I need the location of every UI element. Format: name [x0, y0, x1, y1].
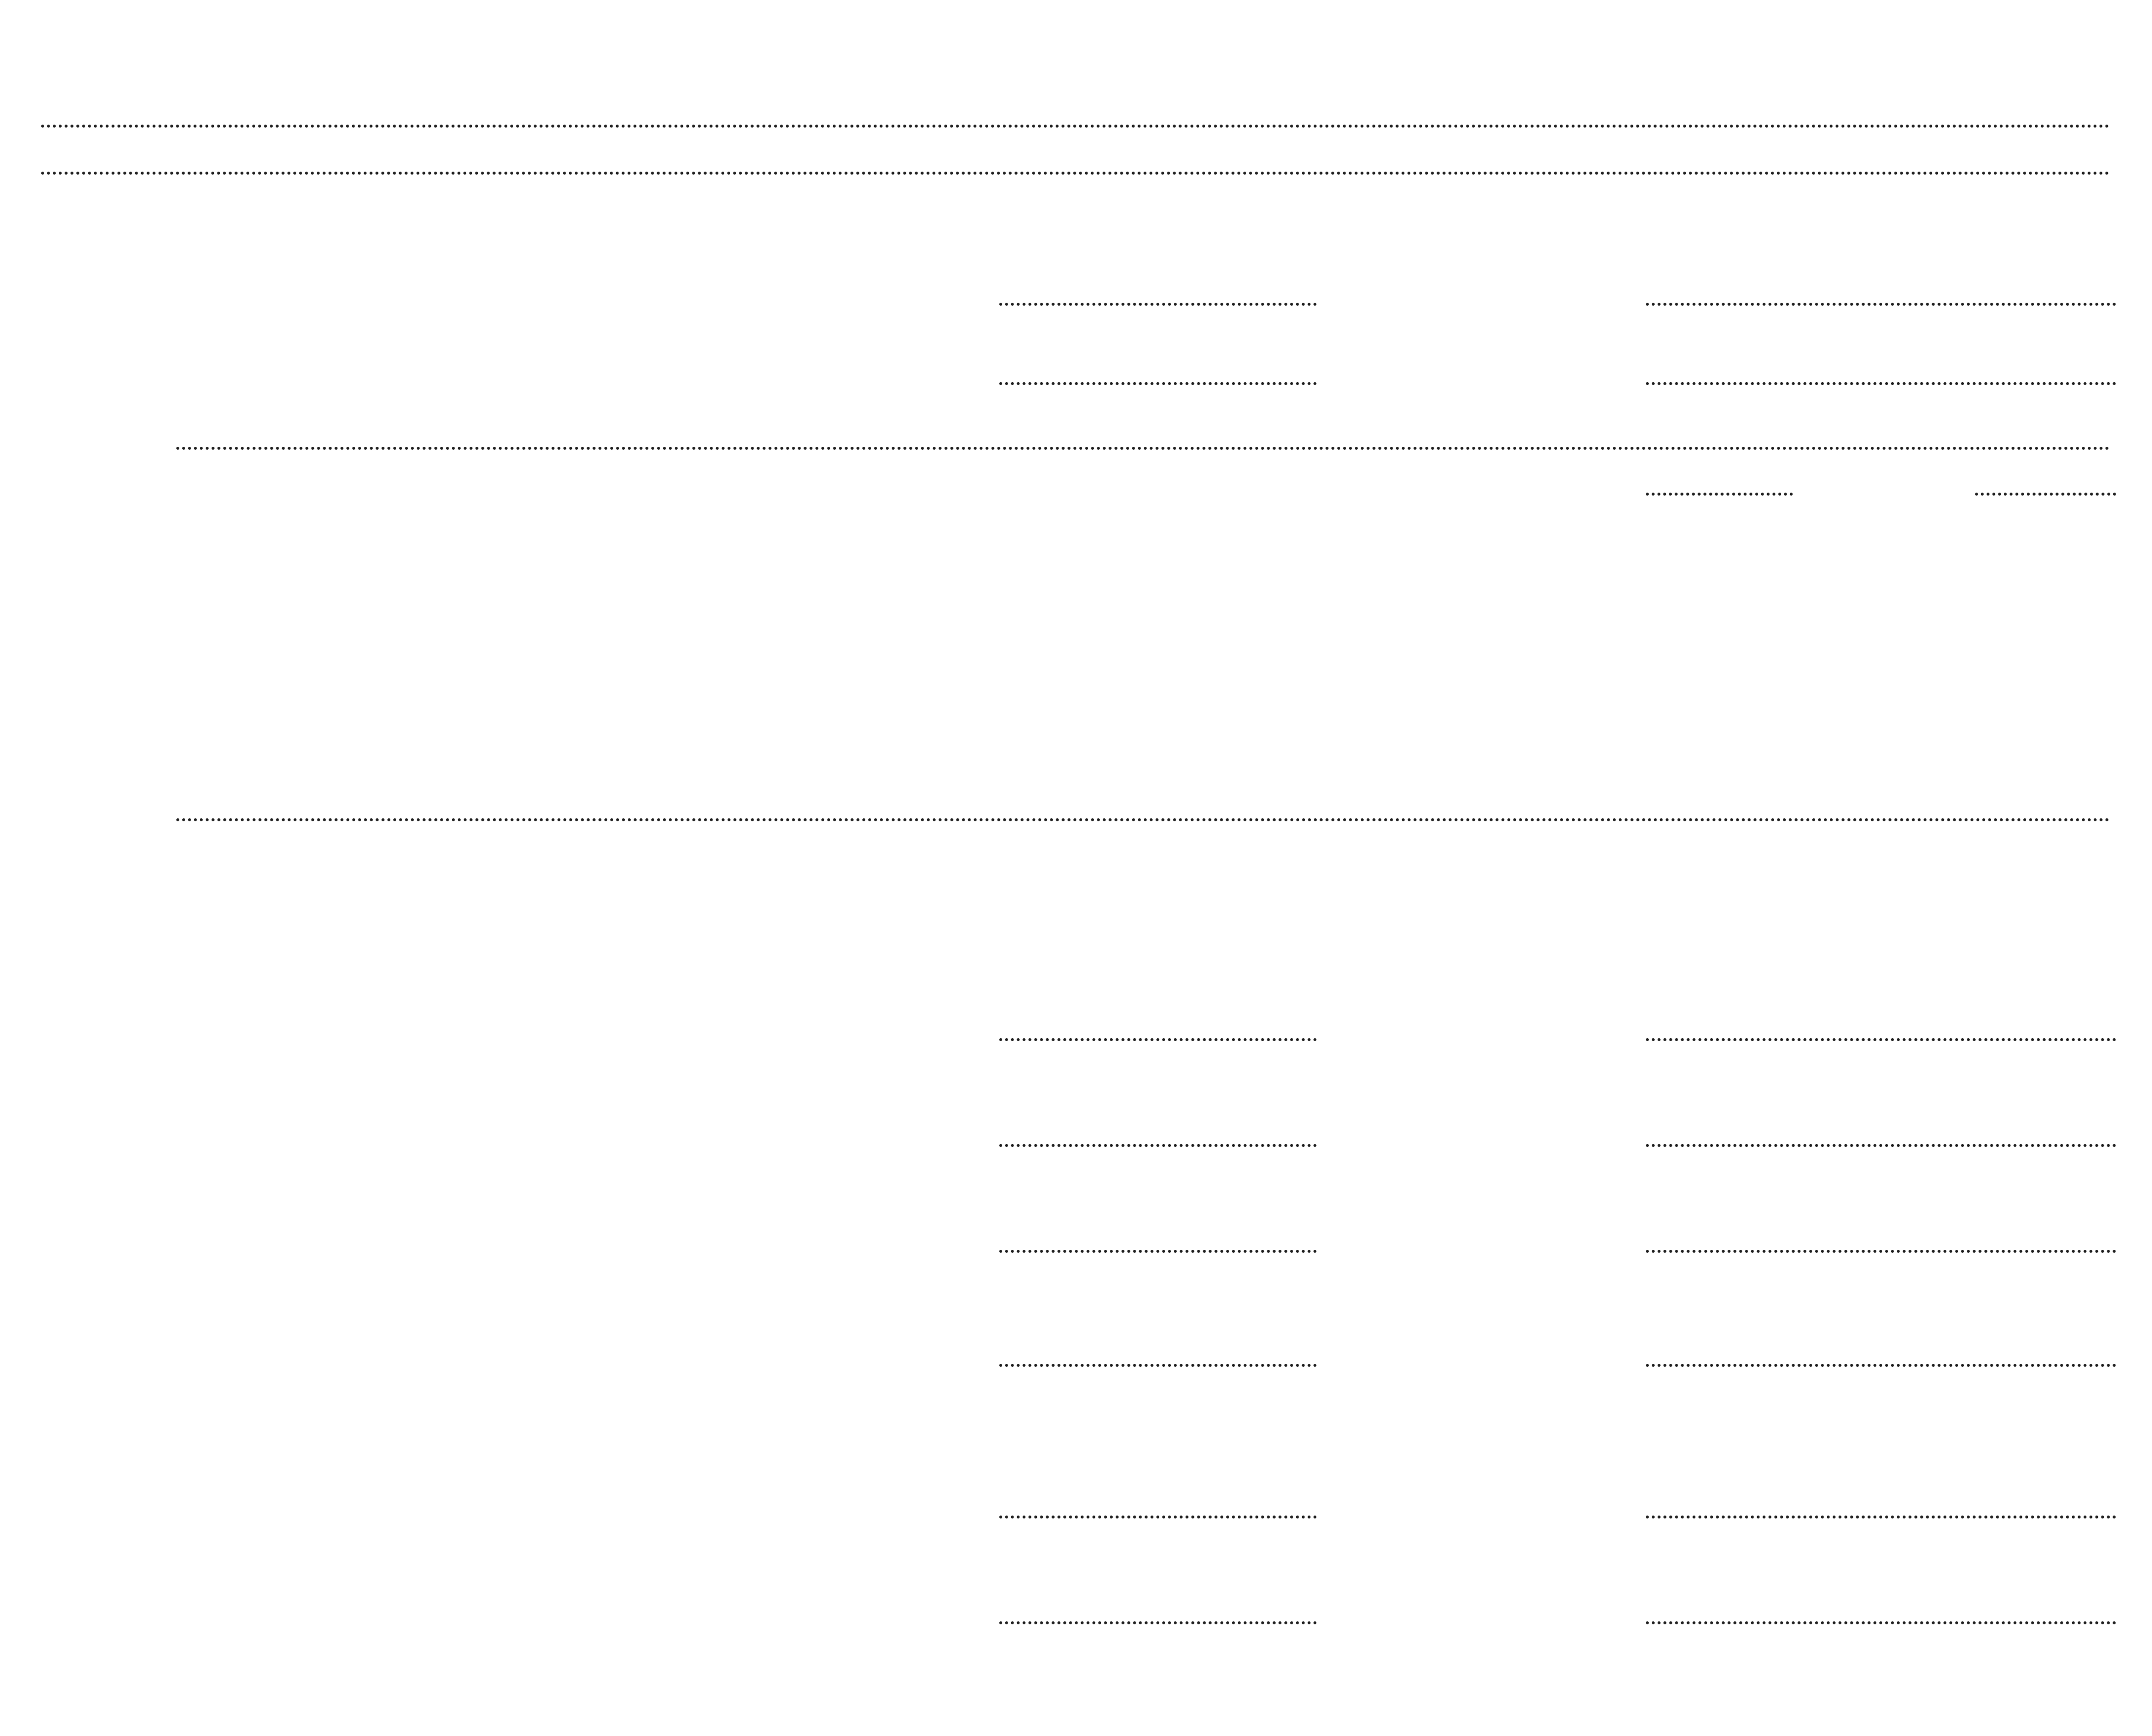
sub-dash-line: [1646, 493, 1793, 496]
sub-dash-line: [1646, 382, 2116, 385]
sub-dash-line: [999, 1621, 1317, 1624]
section-total-rule: [176, 447, 2110, 450]
sub-dash-line: [1646, 1144, 2116, 1147]
sub-dash-line: [999, 1516, 1317, 1518]
sub-dash-line: [1975, 493, 2116, 496]
sub-dash-line: [999, 303, 1317, 306]
header-rule-bottom: [41, 172, 2110, 175]
final-total-rule: [176, 818, 2110, 821]
sub-dash-line: [1646, 1516, 2116, 1518]
sub-dash-line: [999, 1144, 1317, 1147]
sub-dash-line: [1646, 1250, 2116, 1253]
sub-dash-line: [999, 1038, 1317, 1041]
header-rule-top: [41, 125, 2110, 128]
sub-dash-line: [1646, 1038, 2116, 1041]
sub-dash-line: [999, 382, 1317, 385]
sub-dash-line: [999, 1364, 1317, 1367]
sub-dash-line: [999, 1250, 1317, 1253]
sub-dash-line: [1646, 1621, 2116, 1624]
sub-dash-line: [1646, 303, 2116, 306]
sub-dash-line: [1646, 1364, 2116, 1367]
